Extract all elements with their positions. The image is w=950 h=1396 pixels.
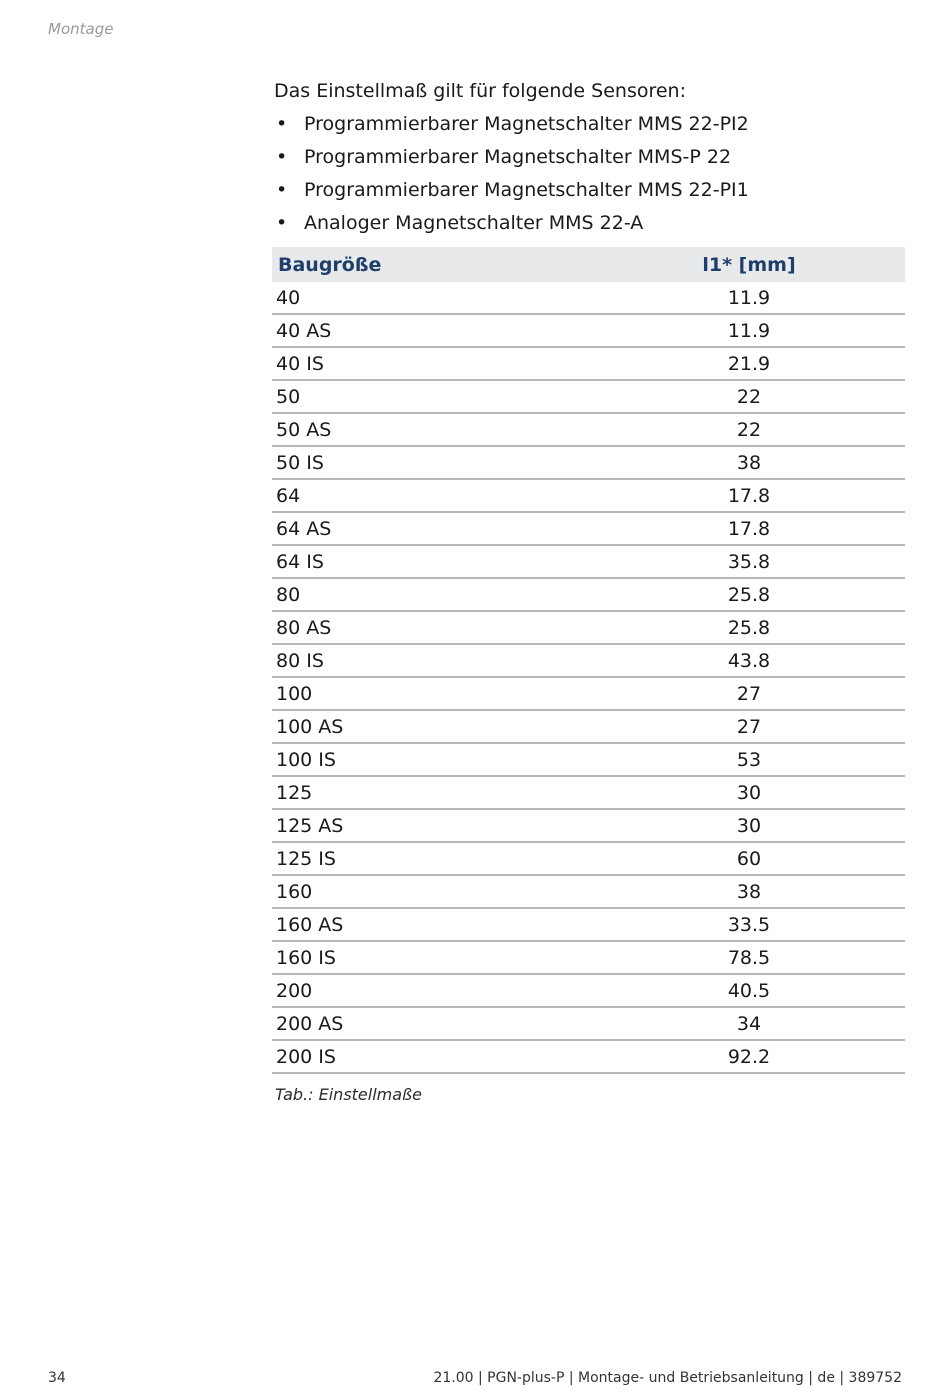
l1-value-cell: 78.5 (593, 941, 905, 974)
l1-value-cell: 11.9 (593, 314, 905, 347)
l1-value-cell: 21.9 (593, 347, 905, 380)
settings-table (272, 247, 905, 1074)
l1-value-cell: 60 (593, 842, 905, 875)
sensor-list-item (274, 108, 904, 141)
header-size: Baugröße (278, 253, 382, 276)
sensor-list-item (274, 207, 904, 240)
table-row (272, 282, 905, 314)
sensor-list-item-label: Programmierbarer Magnetschalter MMS 22-PI1 (304, 179, 749, 201)
l1-value-cell: 25.8 (593, 611, 905, 644)
running-head: Montage (48, 20, 114, 38)
size-cell: 40 IS (272, 347, 593, 380)
table-row (272, 677, 905, 710)
size-cell: 64 AS (272, 512, 593, 545)
table-header (272, 247, 905, 282)
sensor-list (274, 108, 904, 240)
table-row (272, 743, 905, 776)
size-cell: 160 (272, 875, 593, 908)
table-header-row (272, 247, 905, 282)
table-row (272, 644, 905, 677)
document-info: 21.00 | PGN-plus-P | Montage- und Betriebsanleitung | de | 389752 (433, 1370, 902, 1386)
bullet-icon: • (276, 212, 288, 234)
table-row (272, 380, 905, 413)
size-cell: 50 IS (272, 446, 593, 479)
size-cell: 100 IS (272, 743, 593, 776)
l1-value-cell: 30 (593, 809, 905, 842)
l1-value-cell: 33.5 (593, 908, 905, 941)
l1-value-cell: 53 (593, 743, 905, 776)
l1-value-cell: 17.8 (593, 512, 905, 545)
l1-value-cell: 38 (593, 446, 905, 479)
intro-section (274, 75, 904, 240)
l1-value-cell: 40.5 (593, 974, 905, 1007)
size-cell: 80 (272, 578, 593, 611)
table-row (272, 545, 905, 578)
table-row (272, 314, 905, 347)
table-row (272, 875, 905, 908)
table-row (272, 809, 905, 842)
table-row (272, 776, 905, 809)
table-row (272, 413, 905, 446)
table-caption: Tab.: Einstellmaße (275, 1085, 422, 1104)
size-cell: 200 (272, 974, 593, 1007)
table-row (272, 512, 905, 545)
table-row (272, 611, 905, 644)
bullet-icon: • (276, 179, 288, 201)
size-cell: 40 (272, 282, 593, 314)
table-row (272, 974, 905, 1007)
size-cell: 125 (272, 776, 593, 809)
settings-table-container (272, 247, 905, 1074)
l1-value-cell: 25.8 (593, 578, 905, 611)
l1-value-cell: 22 (593, 380, 905, 413)
size-cell: 100 AS (272, 710, 593, 743)
table-row (272, 908, 905, 941)
size-cell: 64 (272, 479, 593, 512)
size-cell: 50 AS (272, 413, 593, 446)
l1-value-cell: 17.8 (593, 479, 905, 512)
size-cell: 125 AS (272, 809, 593, 842)
size-cell: 160 AS (272, 908, 593, 941)
size-cell: 100 (272, 677, 593, 710)
l1-value-cell: 43.8 (593, 644, 905, 677)
bullet-icon: • (276, 146, 288, 168)
table-row (272, 347, 905, 380)
bullet-icon: • (276, 113, 288, 135)
table-body (272, 282, 905, 1073)
sensor-list-item-label: Analoger Magnetschalter MMS 22-A (304, 212, 644, 234)
page-number: 34 (48, 1370, 66, 1386)
size-cell: 200 AS (272, 1007, 593, 1040)
header-l1: l1* [mm] (702, 253, 796, 276)
table-row (272, 578, 905, 611)
l1-value-cell: 22 (593, 413, 905, 446)
l1-value-cell: 34 (593, 1007, 905, 1040)
sensor-list-item-label: Programmierbarer Magnetschalter MMS-P 22 (304, 146, 732, 168)
intro-text: Das Einstellmaß gilt für folgende Sensoren: (274, 80, 686, 102)
l1-value-cell: 30 (593, 776, 905, 809)
size-cell: 200 IS (272, 1040, 593, 1073)
l1-value-cell: 11.9 (593, 282, 905, 314)
size-cell: 80 IS (272, 644, 593, 677)
l1-value-cell: 38 (593, 875, 905, 908)
l1-value-cell: 27 (593, 710, 905, 743)
table-row (272, 479, 905, 512)
table-row (272, 1040, 905, 1073)
table-row (272, 1007, 905, 1040)
l1-value-cell: 92.2 (593, 1040, 905, 1073)
sensor-list-item (274, 141, 904, 174)
table-row (272, 842, 905, 875)
size-cell: 160 IS (272, 941, 593, 974)
size-cell: 64 IS (272, 545, 593, 578)
size-cell: 80 AS (272, 611, 593, 644)
l1-value-cell: 35.8 (593, 545, 905, 578)
l1-value-cell: 27 (593, 677, 905, 710)
table-row (272, 710, 905, 743)
size-cell: 50 (272, 380, 593, 413)
size-cell: 125 IS (272, 842, 593, 875)
size-cell: 40 AS (272, 314, 593, 347)
table-row (272, 446, 905, 479)
sensor-list-item (274, 174, 904, 207)
sensor-list-item-label: Programmierbarer Magnetschalter MMS 22-PI2 (304, 113, 749, 135)
table-row (272, 941, 905, 974)
